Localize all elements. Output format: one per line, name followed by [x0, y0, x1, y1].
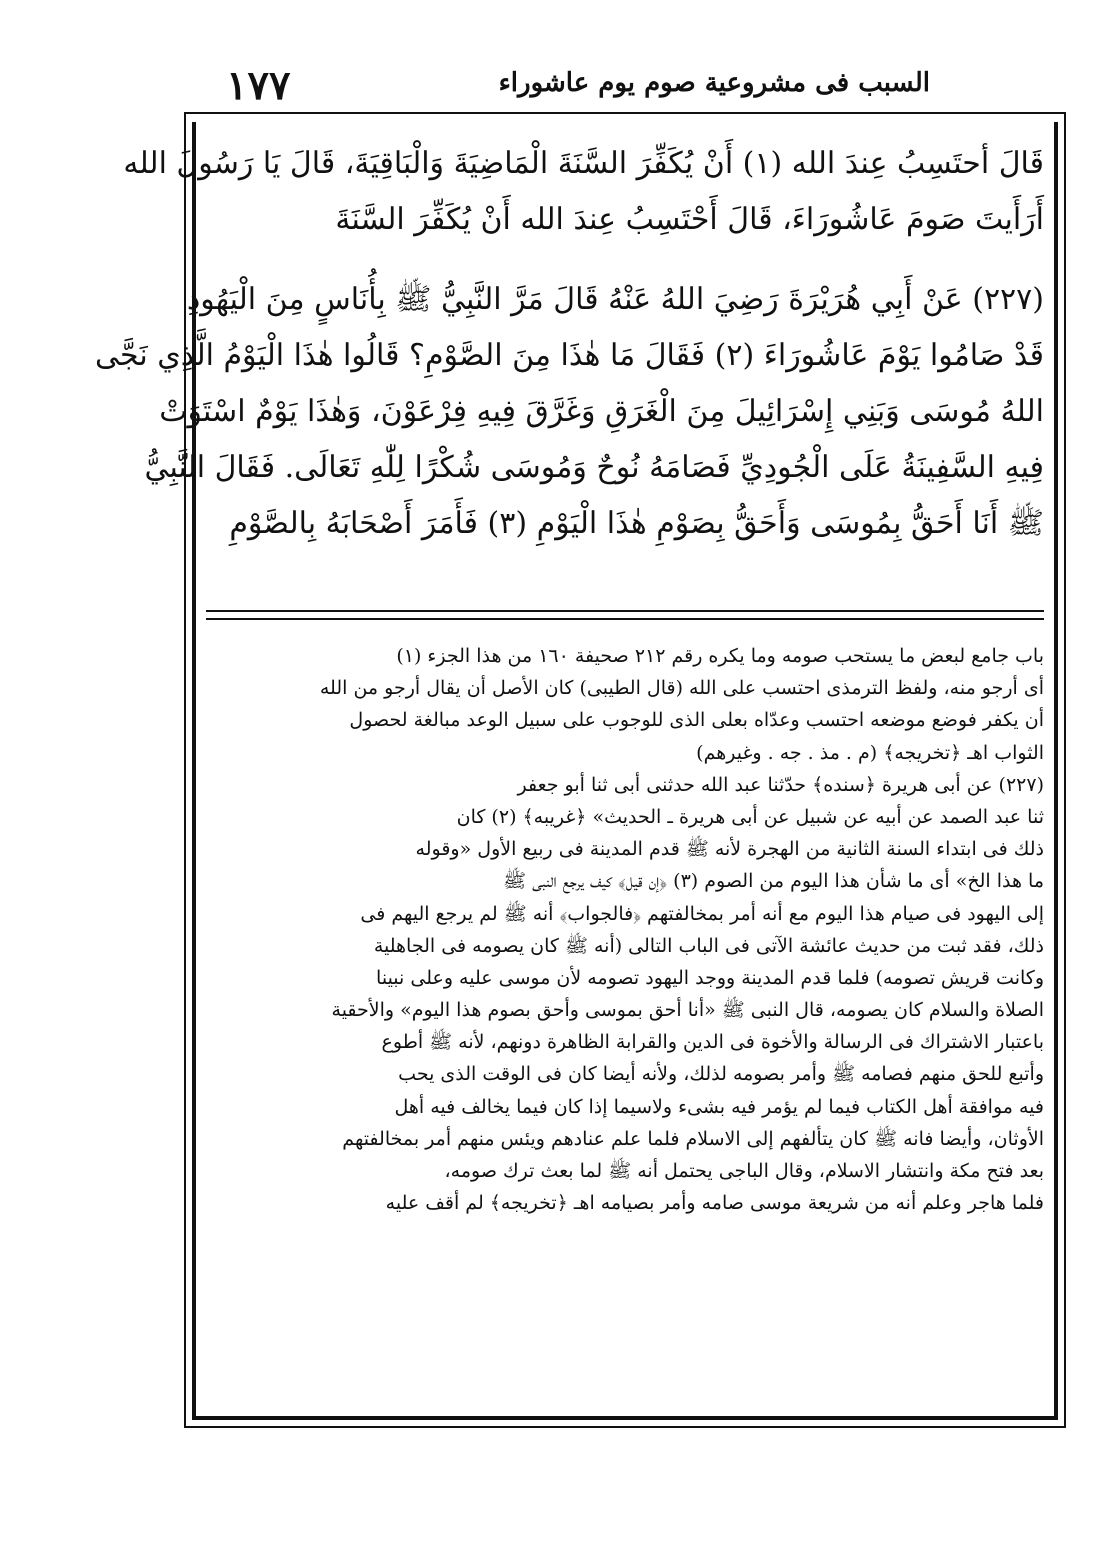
commentary-block: [210, 640, 1044, 1219]
frame-rule-bottom: [192, 1416, 1058, 1420]
page-header: [190, 62, 1070, 112]
commentary-line: فيه موافقة أهل الكتاب فيما لم يؤمر فيه بشىء ولاسيما إذا كان فيما يخالف فيه أهل: [394, 1095, 1044, 1118]
section-divider: [206, 610, 1044, 620]
commentary-line: أن يكفر فوضع موضعه احتسب وعدّاه بعلى الذى للوجوب على سبيل الوعد مبالغة لحصول: [349, 709, 1044, 732]
page-number: ١٧٧: [226, 62, 291, 109]
main-text-block: [94, 136, 1044, 552]
paragraph-gap: [210, 248, 1044, 272]
commentary-line: إلى اليهود فى صيام هذا اليوم مع أنه أمر بمخالفتهم ﴿فالجواب﴾ أنه ﷺ لم يرجع اليهم فى: [360, 902, 1044, 925]
commentary-line: ذلك، فقد ثبت من حديث عائشة الآتى فى الباب التالى (أنه ﷺ كان يصومه فى الجاهلية: [373, 934, 1044, 957]
commentary-line: بعد فتح مكة وانتشار الاسلام، وقال الباجى يحتمل أنه ﷺ لما بعث ترك صومه،: [444, 1160, 1044, 1182]
commentary-line: باب جامع لبعض ما يستحب صومه وما يكره رقم ٢١٢ صحيفة ١٦٠ من هذا الجزء (١): [396, 645, 1044, 667]
main-line: قَالَ أحتَسِبُ عِندَ الله (١) أَنْ يُكَفِّرَ السَّنَةَ الْمَاضِيَةَ وَالْبَاقِيَةَ، قَالَ يَا رَسُولَ الله: [123, 146, 1044, 181]
commentary-line: الثواب اهـ ﴿تخريجه﴾ (م . مذ . جه . وغيرهم): [696, 741, 1044, 764]
hadith-line: اللهُ مُوسَى وَبَنِي إِسْرَائِيلَ مِنَ الْغَرَقِ وَغَرَّقَ فِيهِ فِرْعَوْنَ، وَهٰذَا يَوْمٌ اسْتَوَتْ: [159, 394, 1044, 429]
commentary-line: ذلك فى ابتداء السنة الثانية من الهجرة لأنه ﷺ قدم المدينة فى ربيع الأول «وقوله: [415, 838, 1044, 861]
commentary-line: باعتبار الاشتراك فى الرسالة والأخوة فى الدين والقرابة الظاهرة دونهم، لأنه ﷺ أطوع: [381, 1031, 1044, 1054]
hadith-line: قَدْ صَامُوا يَوْمَ عَاشُورَاءَ (٢) فَقَالَ مَا هٰذَا مِنَ الصَّوْمِ؟ قَالُوا هٰذَا الْيَوْمُ الَّذِي نَجَّى: [94, 338, 1044, 373]
commentary-line: الصلاة والسلام كان يصومه، قال النبى ﷺ «أنا أحق بموسى وأحق بصوم هذا اليوم» والأحقية: [331, 999, 1044, 1022]
frame-rule-right: [1054, 122, 1058, 1418]
commentary-line: أى أرجو منه، ولفظ الترمذى احتسب على الله (قال الطيبى) كان الأصل أن يقال أرجو من الله: [319, 677, 1044, 700]
commentary-line: وكانت قريش تصومه) فلما قدم المدينة ووجد اليهود تصومه لأن موسى عليه وعلى نبينا: [376, 966, 1044, 989]
hadith-line: ﷺ أَنَا أَحَقُّ بِمُوسَى وَأَحَقُّ بِصَوْمِ هٰذَا الْيَوْمِ (٣) فَأَمَرَ أَصْحَابَهُ بِالصَّوْمِ: [229, 506, 1044, 541]
commentary-line: ثنا عبد الصمد عن أبيه عن شبيل عن أبى هريرة ـ الحديث» ﴿غريبه﴾ (٢) كان: [456, 805, 1044, 828]
commentary-line: ما هذا الخ» أى ما شأن هذا اليوم من الصوم (٣) ﴿إن قيل﴾ كيف يرجع النبى ﷺ: [503, 870, 1044, 893]
commentary-line: وأتبع للحق منهم فصامه ﷺ وأمر بصومه لذلك، ولأنه أيضا كان فى الوقت الذى يحب: [398, 1063, 1044, 1086]
commentary-line: (٢٢٧) عن أبى هريرة ﴿سنده﴾ حدّثنا عبد الله حدثنى أبى ثنا أبو جعفر: [517, 773, 1044, 796]
commentary-line: فلما هاجر وعلم أنه من شريعة موسى صامه وأمر بصيامه اهـ ﴿تخريجه﴾ لم أقف عليه: [385, 1192, 1044, 1215]
hadith-line: فِيهِ السَّفِينَةُ عَلَى الْجُودِيِّ فَصَامَهُ نُوحٌ وَمُوسَى شُكْرًا لِلّٰهِ تَعَالَى. فَقَالَ النَّبِيُّ: [144, 450, 1044, 485]
main-line: أَرَأَيتَ صَومَ عَاشُورَاءَ، قَالَ أَحْتَسِبُ عِندَ الله أَنْ يُكَفِّرَ السَّنَةَ: [335, 202, 1044, 237]
page-frame: [94, 112, 1066, 1428]
commentary-line: الأوثان، وأيضا فانه ﷺ كان يتألفهم إلى الاسلام فلما علم عنادهم ويئس منهم أمر بمخالفتهم: [342, 1127, 1044, 1150]
hadith-line: (٢٢٧) عَنْ أَبِي هُرَيْرَةَ رَضِيَ اللهُ عَنْهُ قَالَ مَرَّ النَّبِيُّ ﷺ بِأُنَاسٍ مِنَ الْيَهُودِ: [186, 282, 1044, 317]
running-title: السبب فى مشروعية صوم يوم عاشوراء: [498, 68, 930, 98]
